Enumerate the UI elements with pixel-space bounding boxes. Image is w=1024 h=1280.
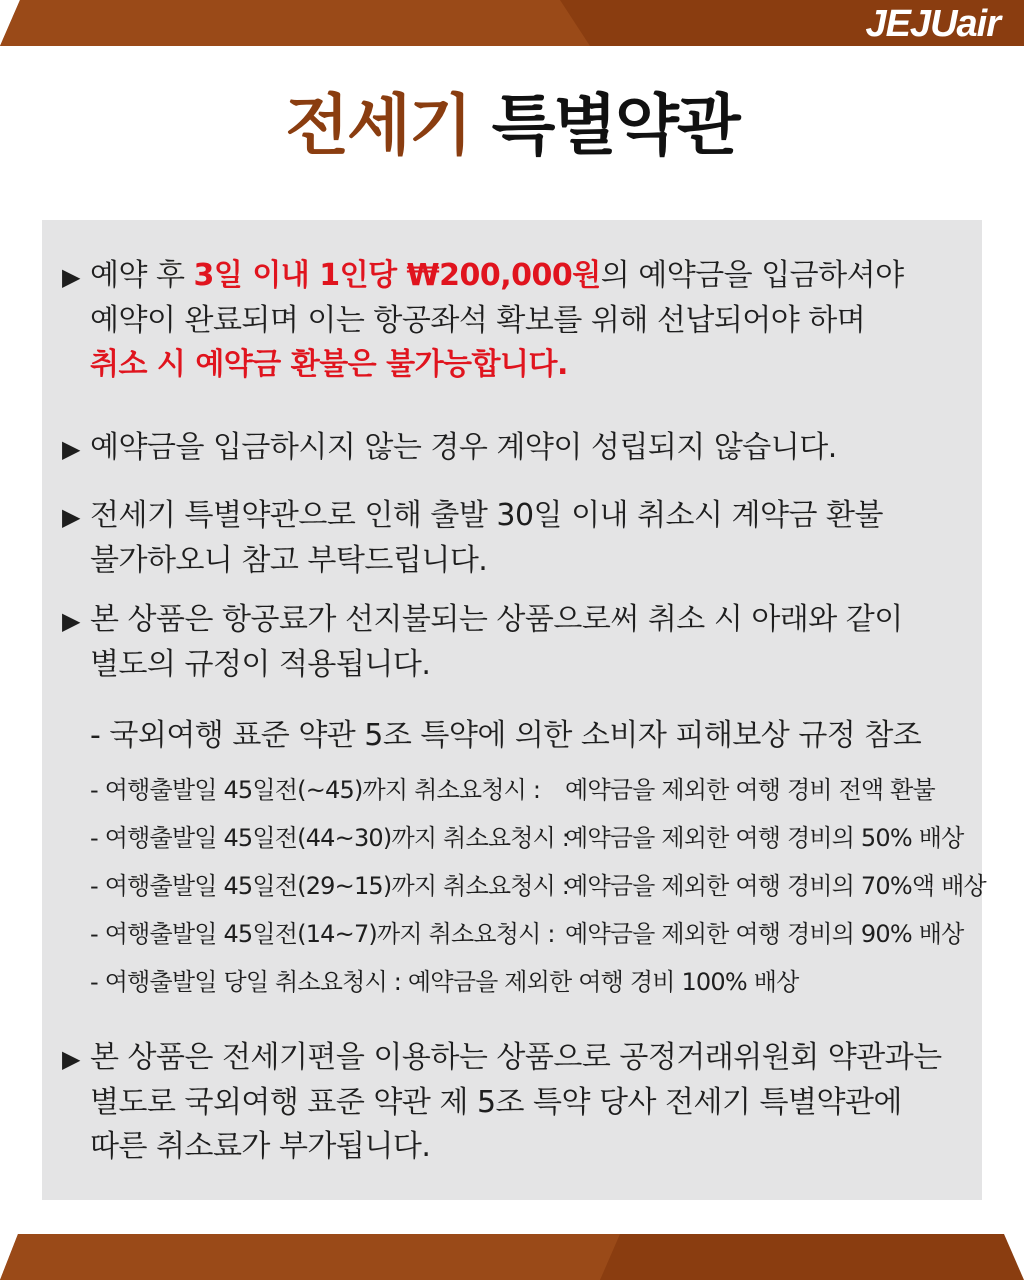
bullet-3-line-2: 불가하오니 참고 부탁드립니다. (90, 543, 488, 578)
right-triangle-icon: ▶ (62, 435, 80, 463)
regulation-result: 예약금을 제외한 여행 경비의 50% 배상 (565, 824, 964, 852)
regulation-item (90, 822, 964, 854)
bullet-1-line-1-post: 의 예약금을 입금하셔야 (600, 258, 904, 293)
bullet-1-line-2: 예약이 완료되며 이는 항공좌석 확보를 위해 선납되어야 하며 (90, 303, 866, 338)
bullet-30-day-policy (62, 494, 883, 583)
bullet-no-deposit (62, 426, 837, 471)
regulation-item (90, 966, 798, 998)
title-accent: 전세기 (285, 87, 471, 164)
title-main: 특별약관 (491, 87, 739, 164)
bullet-1-line-1-highlight: 3일 이내 1인당 ₩200,000원 (193, 258, 601, 293)
bullet-deposit (62, 254, 904, 387)
page-title (0, 86, 1024, 166)
regulation-condition: - 여행출발일 45일전(29~15)까지 취소요청시 : (90, 872, 570, 900)
right-triangle-icon: ▶ (62, 1045, 80, 1073)
bullet-4-line-2: 별도의 규정이 적용됩니다. (90, 647, 431, 682)
bullet-5-line-3: 따른 취소료가 부가됩니다. (90, 1129, 431, 1164)
top-banner (0, 0, 1024, 46)
regulation-condition: - 여행출발일 45일전(~45)까지 취소요청시 : (90, 776, 541, 804)
regulation-item (90, 870, 986, 902)
bottom-banner (0, 1234, 1024, 1280)
jejuair-logo: JEJUair (865, 3, 1000, 45)
regulation-result: 예약금을 제외한 여행 경비 100% 배상 (407, 968, 799, 996)
bullet-1-line-3-warning: 취소 시 예약금 환불은 불가능합니다. (90, 347, 568, 382)
regulation-result: 예약금을 제외한 여행 경비 전액 환불 (565, 776, 935, 804)
regulation-result: 예약금을 제외한 여행 경비의 90% 배상 (565, 920, 964, 948)
bullet-2-line-1: 예약금을 입금하시지 않는 경우 계약이 성립되지 않습니다. (90, 430, 837, 465)
regulation-condition: - 여행출발일 45일전(14~7)까지 취소요청시 : (90, 920, 555, 948)
right-triangle-icon: ▶ (62, 607, 80, 635)
bottom-banner-shape (0, 1234, 1024, 1280)
regulation-header: - 국외여행 표준 약관 5조 특약에 의한 소비자 피해보상 규정 참조 (90, 718, 922, 753)
bullet-5-line-2: 별도로 국외여행 표준 약관 제 5조 특약 당사 전세기 특별약관에 (90, 1085, 902, 1120)
bullet-5-line-1: 본 상품은 전세기편을 이용하는 상품으로 공정거래위원회 약관과는 (90, 1040, 942, 1075)
bullet-1-line-1-pre: 예약 후 (90, 258, 194, 293)
bullet-prepaid-product (62, 598, 903, 687)
bullet-3-line-1: 전세기 특별약관으로 인해 출발 30일 이내 취소시 계약금 환불 (90, 498, 883, 533)
right-triangle-icon: ▶ (62, 503, 80, 531)
terms-panel (42, 220, 986, 1200)
bullet-fair-trade (62, 1036, 942, 1169)
bullet-4-line-1: 본 상품은 항공료가 선지불되는 상품으로써 취소 시 아래와 같이 (90, 602, 903, 637)
regulation-condition: - 여행출발일 45일전(44~30)까지 취소요청시 : (90, 824, 570, 852)
regulation-condition: - 여행출발일 당일 취소요청시 : (90, 968, 402, 996)
regulation-item (90, 774, 935, 806)
regulation-result: 예약금을 제외한 여행 경비의 70%액 배상 (565, 872, 986, 900)
regulation-item (90, 918, 964, 950)
right-triangle-icon: ▶ (62, 263, 80, 291)
